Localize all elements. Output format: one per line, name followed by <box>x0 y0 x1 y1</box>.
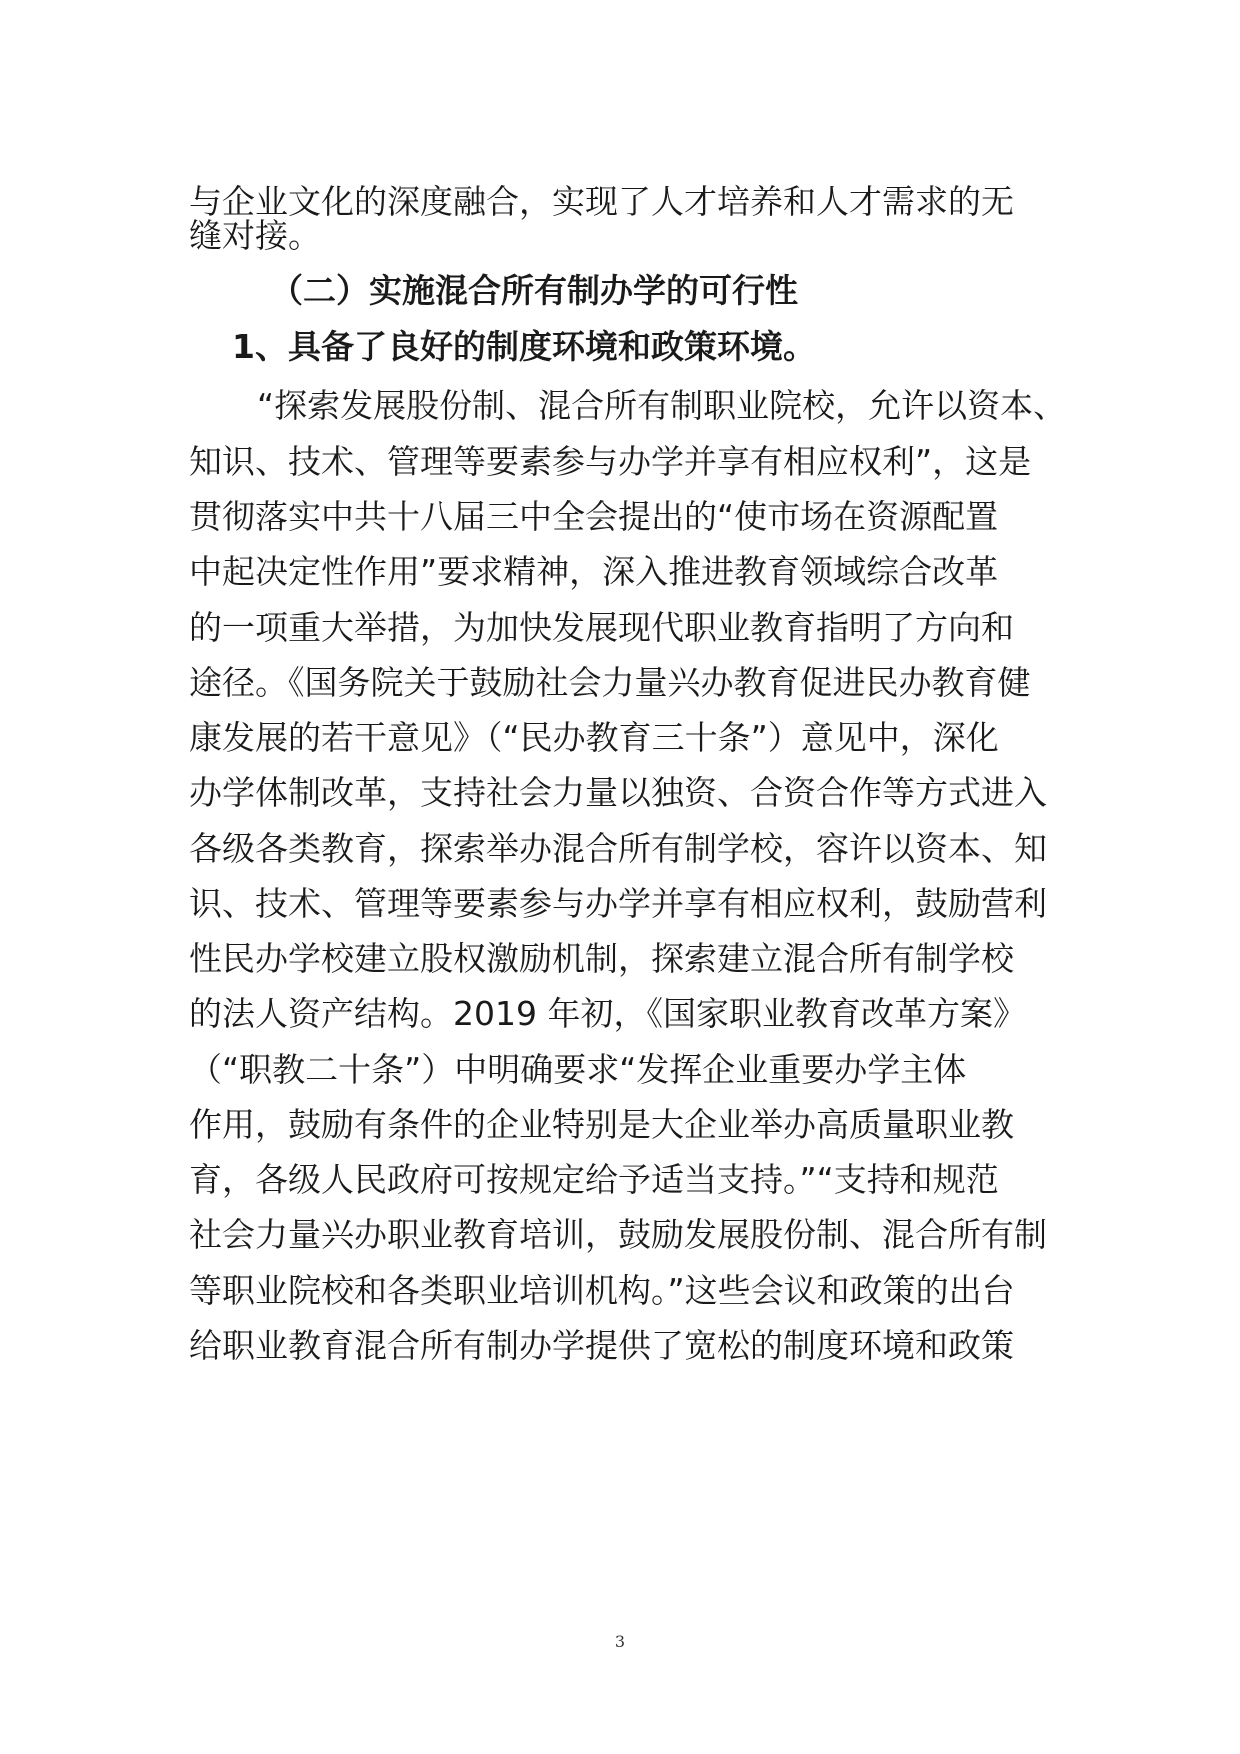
paragraph-line: （“职教二十条”）中明确要求“发挥企业重要办学主体 <box>189 1050 967 1089</box>
subsection-heading: 1、具备了良好的制度环境和政策环境。 <box>232 327 816 366</box>
paragraph-line: 等职业院校和各类职业培训机构。”这些会议和政策的出台 <box>189 1271 1015 1310</box>
paragraph-line: 办学体制改革，支持社会力量以独资、合资合作等方式进入 <box>189 773 1047 812</box>
paragraph-line: 中起决定性作用”要求精神，深入推进教育领域综合改革 <box>189 552 999 591</box>
paragraph-line: 知识、技术、管理等要素参与办学并享有相应权利”，这是 <box>189 442 1032 481</box>
paragraph-line: 识、技术、管理等要素参与办学并享有相应权利，鼓励营利 <box>189 884 1047 923</box>
page-number: 3 <box>614 1632 626 1651</box>
paragraph-line: 社会力量兴办职业教育培训，鼓励发展股份制、混合所有制 <box>189 1215 1047 1254</box>
paragraph-line: 康发展的若干意见》（“民办教育三十条”）意见中，深化 <box>189 718 999 757</box>
paragraph-line: 与企业文化的深度融合，实现了人才培养和人才需求的无 <box>189 182 1014 221</box>
paragraph-line: 作用，鼓励有条件的企业特别是大企业举办高质量职业教 <box>189 1105 1014 1144</box>
paragraph-line: 给职业教育混合所有制办学提供了宽松的制度环境和政策 <box>189 1326 1014 1365</box>
paragraph-line: 的法人资产结构。2019 年初，《国家职业教育改革方案》 <box>189 994 1026 1033</box>
section-heading: （二）实施混合所有制办学的可行性 <box>270 271 798 310</box>
paragraph-line: 性民办学校建立股权激励机制，探索建立混合所有制学校 <box>189 939 1014 978</box>
paragraph-line: 途径。《国务院关于鼓励社会力量兴办教育促进民办教育健 <box>189 663 1031 702</box>
paragraph-line: 各级各类教育，探索举办混合所有制学校，容许以资本、知 <box>189 829 1047 868</box>
paragraph-line: 育，各级人民政府可按规定给予适当支持。”“支持和规范 <box>189 1160 999 1199</box>
paragraph-line: 缝对接。 <box>189 216 321 255</box>
paragraph-line: 贯彻落实中共十八届三中全会提出的“使市场在资源配置 <box>189 497 999 536</box>
paragraph-line: “探索发展股份制、混合所有制职业院校，允许以资本、 <box>257 386 1067 425</box>
paragraph-line: 的一项重大举措，为加快发展现代职业教育指明了方向和 <box>189 608 1014 647</box>
